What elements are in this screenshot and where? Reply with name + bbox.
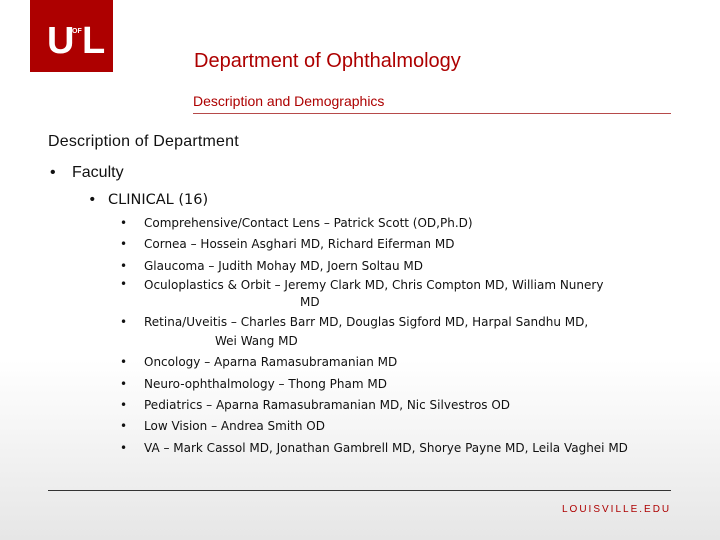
list-item xyxy=(120,374,628,395)
page-subtitle: Description and Demographics xyxy=(193,93,385,109)
page-title: Department of Ophthalmology xyxy=(194,50,461,72)
university-logo xyxy=(30,0,113,72)
faculty-list xyxy=(120,213,628,459)
subtitle-divider xyxy=(193,113,671,114)
bullet-icon: • xyxy=(120,376,128,391)
list-item-continuation: MD xyxy=(300,295,320,310)
list-item xyxy=(120,352,628,373)
list-item-text: Glaucoma – Judith Mohay MD, Joern Soltau MD xyxy=(144,258,423,273)
bullet-icon: • xyxy=(120,277,128,292)
list-item-text: Pediatrics – Aparna Ramasubramanian MD, Nic Silvestros OD xyxy=(144,398,511,413)
bullet-icon: • xyxy=(120,216,128,230)
clinical-bullet xyxy=(88,192,208,208)
section-heading: Description of Department xyxy=(48,133,239,150)
faculty-label: Faculty xyxy=(72,164,124,181)
bullet-icon: • xyxy=(120,315,128,330)
list-item-text: Oculoplastics & Orbit – Jeremy Clark MD, Chris Compton MD, William Nunery xyxy=(144,278,604,293)
list-item-text: Low Vision – Andrea Smith OD xyxy=(144,419,325,434)
list-item-text: Comprehensive/Contact Lens – Patrick Scott (OD,Ph.D) xyxy=(144,216,473,230)
bullet-icon: • xyxy=(120,419,128,434)
list-item xyxy=(120,395,628,416)
faculty-bullet xyxy=(50,164,124,182)
clinical-label: CLINICAL (16) xyxy=(108,192,209,208)
list-item xyxy=(120,234,628,255)
logo-letter-u: U xyxy=(47,20,73,62)
list-item xyxy=(120,416,628,437)
logo-of: OF xyxy=(72,28,82,35)
bullet-icon: • xyxy=(120,398,128,413)
list-item xyxy=(120,313,628,352)
list-item-text: VA – Mark Cassol MD, Jonathan Gambrell MD, Shorye Payne MD, Leila Vaghei MD xyxy=(144,440,628,455)
bullet-icon: • xyxy=(50,164,56,181)
list-item-text: Neuro-ophthalmology – Thong Pham MD xyxy=(144,376,387,391)
logo-letter-l: L xyxy=(82,20,106,62)
list-item xyxy=(120,256,628,277)
list-item-text: Oncology – Aparna Ramasubramanian MD xyxy=(144,355,398,370)
bullet-icon: • xyxy=(120,440,128,455)
bullet-icon: • xyxy=(88,192,97,208)
bullet-icon: • xyxy=(120,237,128,252)
footer-divider xyxy=(48,490,671,491)
list-item-text: Cornea – Hossein Asghari MD, Richard Eiferman MD xyxy=(144,237,455,252)
list-item xyxy=(120,277,628,313)
footer-url[interactable]: LOUISVILLE.EDU xyxy=(562,504,672,515)
bullet-icon: • xyxy=(120,355,128,370)
list-item-text: Retina/Uveitis – Charles Barr MD, Douglas Sigford MD, Harpal Sandhu MD, xyxy=(144,315,589,330)
list-item-continuation: Wei Wang MD xyxy=(215,334,298,349)
list-item xyxy=(120,213,628,234)
bullet-icon: • xyxy=(120,258,128,273)
list-item xyxy=(120,438,628,459)
